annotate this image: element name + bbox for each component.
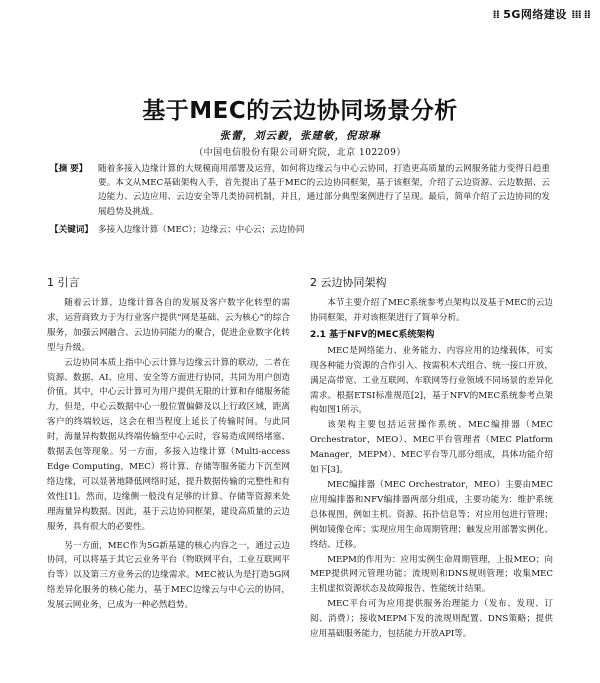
abstract-block <box>50 162 550 237</box>
abstract-label: 【摘 要】 <box>50 164 88 174</box>
abstract-text: 随着多接入边缘计算的大规模商用部署及运营，如何将边缘云与中心云协同，打造更高质量的云网服务能力变得日趋重要。本文从MEC基础架构入手，首先提出了基于MEC的云边协同框架，基于该框架，介绍了云边资源、云边数据、云边能力、云边应用、云边安全等几类协同机制，并且，通过部分典型案例进行了呈现。最后，简单介绍了云边协同的发展趋势及挑战。 <box>98 164 550 217</box>
keywords-row <box>50 223 550 237</box>
section-1-paragraph-2: 云边协同本质上指中心云计算与边缘云计算的联动，二者在资源、数据、AI、应用、安全等方面进行协同，共同为用户创造价值。其中，中心云计算可为用户提供无限的计算和存储服务能力，但是，中心云数据中心一般位置偏僻及以上行政区域，距离客户的终端较远，这会在相当程度上延长了传输时间。与此同时，海量异构数据从终端传输至中心云时，容易造成网络堵塞、数据丢包等现象。另一方面，多接入边缘计算（Multi-access Edge Computing，MEC）将计算、存储等服务能力下沉至网络边缘，可以显著地降低网络时延，提升数据传输的完整性和有效性[1]。然而，边缘侧一般没有足够的计算、存储等资源来处理海量异构数据。因此，基于云边协同框架，建设高质量的云边服务，具有很大的必要性。 <box>47 357 290 532</box>
keywords-text: 多接入边缘计算（MEC）；边缘云；中心云；云边协同 <box>98 224 305 235</box>
left-column <box>47 275 290 613</box>
journal-section-label: 5G网络建设 <box>503 8 567 21</box>
subsection-2-1-title: 2.1 基于NFV的MEC系统架构 <box>310 329 435 340</box>
section-2-paragraph-4: MEC编排器（MEC Orchestrator，MEO）主要由MEC应用编排器和NFV编排器两部分组成，主要功能为：维护系统总体视图，例如主机、资源、拓扑信息等；对应用包进行管理；例如镜像仓库；实现应用生命周期管理；触发应用部署实例化、终结、迁移。 <box>310 479 553 550</box>
header-left-bars: ⁞⁞ <box>492 8 499 21</box>
section-1-paragraph-1: 随着云计算，边缘计算各自的发展及客户数字化转型的需求，运营商致力于为行业客户提供“网是基础、云为核心”的综合服务，加强云网融合、云边协同能力的聚合，促进企业数字化转型与升级。 <box>47 298 290 353</box>
paper-affiliation: （中国电信股份有限公司研究院，北京 102209） <box>194 148 406 158</box>
section-1-paragraph-3: 另一方面，MEC作为5G新基建的核心内容之一，通过云边协同，可以将基于其它云业务平台（物联网平台，工业互联网平台等）以及第三方业务云的边缘需求。MEC被认为是打造5G网络差异化服务的核心能力，基于MEC边缘云与中心云的协同，发展云网业务，已成为一种必然趋势。 <box>47 540 290 611</box>
right-column <box>310 275 553 642</box>
section-2-paragraph-1: 本节主要介绍了MEC系统参考点架构以及基于MEC的云边协同框架，并对该框架进行了简单分析。 <box>310 298 553 323</box>
paper-title: 基于MEC的云边协同场景分析 <box>142 98 458 124</box>
section-2-paragraph-3: 该架构主要包括运营操作系统、MEC编排器（MEC Orchestrator，MEO）、MEC平台管理者（MEC Platform Manager，MEPM）、MEC平台等几部分组成，具体功能介绍如下[3]。 <box>310 420 553 476</box>
section-2-paragraph-2: MEC是网络能力、业务能力、内容应用的边缘载体，可实现各种能力资源的合作引入、按需积木式组合、统一接口开放，满足高带宽、工业互联网、车联网等行业领域不同场景的差异化需求。根据ETSI标准规范[2]，基于NFV的MEC系统参考点架构如图1所示。 <box>310 345 553 416</box>
section-1-title: 1 引言 <box>47 276 80 289</box>
section-2-title: 2 云边协同架构 <box>310 276 387 289</box>
paper-authors: 张蕾，刘云毅，张建敏，倪琼琳 <box>219 130 381 142</box>
section-2-paragraph-6: MEC平台可为应用提供服务治理能力（发布、发现、订阅、消费）；接收MEPM下发的流规则配置、DNS策略；提供应用基础服务能力，包括能力开放API等。 <box>310 599 553 640</box>
section-2-paragraph-5: MEPM的作用为：应用实例生命周期管理，上报MEO；向MEP提供网元管理功能；流规则和DNS规则管理；收集MEC主机虚拟资源状态及故障报告、性能统计结果。 <box>310 554 553 595</box>
header-right-bars: ⁞⁞⁞ ⁞⁞ <box>571 8 590 21</box>
abstract-row <box>50 162 550 219</box>
keywords-label: 【关键词】 <box>50 224 93 235</box>
journal-header-tag <box>493 6 590 22</box>
